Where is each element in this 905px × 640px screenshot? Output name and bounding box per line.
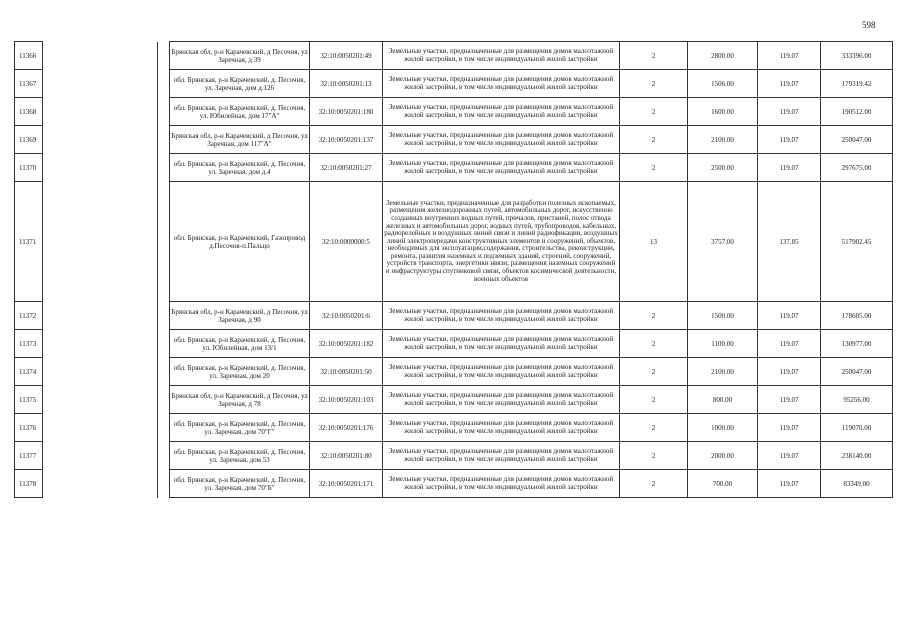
address-cell: обл. Брянская, р-н Карачевский, д. Песочня, ул. Заречная, дом 20 <box>170 358 310 386</box>
area-cell: 3757.00 <box>688 182 758 302</box>
table-row <box>15 126 893 154</box>
land-use-cell: Земельные участки, предназначенные для размещения домов малоэтажной жилой застройки, в том числе индивидуальной жилой застройки <box>383 414 620 442</box>
cadastral-value-cell: 130977.00 <box>821 330 893 358</box>
blank-cell <box>158 302 170 330</box>
blank-cell <box>43 414 158 442</box>
rate-cell: 119.07 <box>758 154 821 182</box>
table-row <box>15 42 893 70</box>
row-number: 11375 <box>15 386 43 414</box>
row-number: 11367 <box>15 70 43 98</box>
cadastral-value-cell: 517902.45 <box>821 182 893 302</box>
blank-cell <box>43 330 158 358</box>
blank-cell <box>158 70 170 98</box>
address-cell: обл. Брянская, р-н Карачевский, д. Песочня, ул. Заречная, дом 70"Г" <box>170 414 310 442</box>
table-row <box>15 442 893 470</box>
cadastral-number-cell: 32:10:0050201:80 <box>310 442 383 470</box>
row-number: 11371 <box>15 182 43 302</box>
cadastral-number-cell: 32:10:0050201:180 <box>310 98 383 126</box>
address-cell: обл. Брянская, р-н Карачевский, д. Песочня, ул. Юбилейная, дом 13/1 <box>170 330 310 358</box>
page-number: 598 <box>862 20 876 30</box>
cadastral-number-cell: 32:10:0050201:171 <box>310 470 383 498</box>
table-row <box>15 182 893 302</box>
area-cell: 2800.00 <box>688 42 758 70</box>
row-number: 11376 <box>15 414 43 442</box>
cadastral-value-cell: 95256.00 <box>821 386 893 414</box>
area-cell: 1600.00 <box>688 98 758 126</box>
blank-cell <box>43 470 158 498</box>
land-use-cell: Земельные участки, предназначенные для размещения домов малоэтажной жилой застройки, в том числе индивидуальной жилой застройки <box>383 154 620 182</box>
rate-cell: 119.07 <box>758 126 821 154</box>
cadastral-value-cell: 190512.00 <box>821 98 893 126</box>
table-row <box>15 358 893 386</box>
blank-cell <box>158 442 170 470</box>
row-number: 11366 <box>15 42 43 70</box>
cadastral-value-cell: 250047.00 <box>821 358 893 386</box>
use-code-cell: 2 <box>620 442 688 470</box>
blank-cell <box>158 126 170 154</box>
address-cell: обл. Брянская, р-н Карачевский, д. Песочня, ул. Заречная, дом 70"Б" <box>170 470 310 498</box>
cadastral-number-cell: 32:10:0050201:176 <box>310 414 383 442</box>
row-number: 11378 <box>15 470 43 498</box>
area-cell: 1100.00 <box>688 330 758 358</box>
blank-cell <box>158 330 170 358</box>
land-use-cell: Земельные участки, предназначенные для размещения домов малоэтажной жилой застройки, в том числе индивидуальной жилой застройки <box>383 42 620 70</box>
cadastral-number-cell: 32:10:0050201:49 <box>310 42 383 70</box>
blank-cell <box>43 386 158 414</box>
rate-cell: 119.07 <box>758 470 821 498</box>
rate-cell: 119.07 <box>758 98 821 126</box>
area-cell: 2100.00 <box>688 358 758 386</box>
rate-cell: 119.07 <box>758 358 821 386</box>
blank-cell <box>43 126 158 154</box>
cadastral-number-cell: 32:10:0050201:103 <box>310 386 383 414</box>
table-row <box>15 386 893 414</box>
use-code-cell: 13 <box>620 182 688 302</box>
area-cell: 1500.00 <box>688 302 758 330</box>
land-use-cell: Земельные участки, предназначенные для размещения домов малоэтажной жилой застройки, в том числе индивидуальной жилой застройки <box>383 470 620 498</box>
rate-cell: 119.07 <box>758 70 821 98</box>
rate-cell: 119.07 <box>758 302 821 330</box>
rate-cell: 119.07 <box>758 414 821 442</box>
use-code-cell: 2 <box>620 358 688 386</box>
row-number: 11377 <box>15 442 43 470</box>
table-row <box>15 302 893 330</box>
table-row <box>15 470 893 498</box>
blank-cell <box>43 154 158 182</box>
cadastral-value-cell: 179319.42 <box>821 70 893 98</box>
address-cell: обл. Брянская, р-н Карачевский, Газопровод д.Песочня-п.Пальцо <box>170 182 310 302</box>
blank-cell <box>43 358 158 386</box>
address-cell: обл. Брянская, р-н Карачевский, д. Песочня, ул. Заречная, дом д.126 <box>170 70 310 98</box>
cadastral-number-cell: 32:10:0050201:137 <box>310 126 383 154</box>
use-code-cell: 2 <box>620 42 688 70</box>
cadastral-value-cell: 178605.00 <box>821 302 893 330</box>
blank-cell <box>158 42 170 70</box>
cadastral-value-cell: 238140.00 <box>821 442 893 470</box>
land-use-cell: Земельные участки, предназначенные для размещения домов малоэтажной жилой застройки, в том числе индивидуальной жилой застройки <box>383 70 620 98</box>
land-use-cell: Земельные участки, предназначенные для разработки полезных ископаемых, размещения железнодорожных путей, автомобильных дорог, искусственно созданных внутренних водных путей, причалов, пристаней, полос отвода железных и автомобильных дорог, водных путей, трубопроводов, кабельных, радиорелейных и воздушных линий связи и линий радиофикации, воздушных линий электропередачи конструктивных элементов и сооружений, объектов, необходимых для эксплуатации,содержания, строительства, реконструкции, ремонта, развития наземных и подземных зданий, строений, сооружений, устройств транспорта, энергетики нвязи; размещения наземных сооружений и инфраструктуры спутниковой связи, объектов косимической деятельности, военных объектов <box>383 182 620 302</box>
table-row <box>15 98 893 126</box>
table-row <box>15 154 893 182</box>
rate-cell: 119.07 <box>758 330 821 358</box>
use-code-cell: 2 <box>620 386 688 414</box>
address-cell: обл. Брянская, р-н Карачевский, д. Песочня, ул. Заречная, дом д.4 <box>170 154 310 182</box>
cadastral-value-cell: 83349.00 <box>821 470 893 498</box>
area-cell: 1000.00 <box>688 414 758 442</box>
use-code-cell: 2 <box>620 154 688 182</box>
address-cell: обл. Брянская, р-н Карачевский, д. Песочня, ул. Юбилейная, дом 17"А" <box>170 98 310 126</box>
area-cell: 1506.00 <box>688 70 758 98</box>
blank-cell <box>43 182 158 302</box>
row-number: 11370 <box>15 154 43 182</box>
blank-cell <box>158 470 170 498</box>
area-cell: 700.00 <box>688 470 758 498</box>
row-number: 11368 <box>15 98 43 126</box>
address-cell: Брянская обл, р-н Карачевский, д Песочня, ул Заречная, д 90 <box>170 302 310 330</box>
cadastral-value-cell: 250047.00 <box>821 126 893 154</box>
row-number: 11372 <box>15 302 43 330</box>
row-number: 11374 <box>15 358 43 386</box>
blank-cell <box>158 386 170 414</box>
blank-cell <box>158 154 170 182</box>
table-row <box>15 414 893 442</box>
area-cell: 2000.00 <box>688 442 758 470</box>
cadastral-number-cell: 32:10:0050201:182 <box>310 330 383 358</box>
land-use-cell: Земельные участки, предназначенные для размещения домов малоэтажной жилой застройки, в том числе индивидуальной жилой застройки <box>383 386 620 414</box>
cadastral-value-cell: 333396.00 <box>821 42 893 70</box>
land-use-cell: Земельные участки, предназначенные для размещения домов малоэтажной жилой застройки, в том числе индивидуальной жилой застройки <box>383 358 620 386</box>
cadastral-value-cell: 119070.00 <box>821 414 893 442</box>
cadastral-value-cell: 297675.00 <box>821 154 893 182</box>
use-code-cell: 2 <box>620 470 688 498</box>
land-use-cell: Земельные участки, предназначенные для размещения домов малоэтажной жилой застройки, в том числе индивидуальной жилой застройки <box>383 330 620 358</box>
blank-cell <box>43 42 158 70</box>
land-use-cell: Земельные участки, предназначенные для размещения домов малоэтажной жилой застройки, в том числе индивидуальной жилой застройки <box>383 126 620 154</box>
use-code-cell: 2 <box>620 302 688 330</box>
area-cell: 2100.00 <box>688 126 758 154</box>
row-number: 11373 <box>15 330 43 358</box>
blank-cell <box>158 98 170 126</box>
rate-cell: 119.07 <box>758 42 821 70</box>
area-cell: 800.00 <box>688 386 758 414</box>
use-code-cell: 2 <box>620 330 688 358</box>
address-cell: Брянская обл, р-н Карачевский, д Песочня, ул Заречная, дом 117"А" <box>170 126 310 154</box>
use-code-cell: 2 <box>620 70 688 98</box>
rate-cell: 119.07 <box>758 442 821 470</box>
address-cell: Брянская обл, р-н Карачевский, д Песочня, ул Заречная, д 78 <box>170 386 310 414</box>
land-use-cell: Земельные участки, предназначенные для размещения домов малоэтажной жилой застройки, в том числе индивидуальной жилой застройки <box>383 302 620 330</box>
blank-cell <box>158 414 170 442</box>
area-cell: 2500.00 <box>688 154 758 182</box>
blank-cell <box>43 302 158 330</box>
address-cell: Брянская обл, р-н Карачевский, д Песочня, ул Заречная, д 39 <box>170 42 310 70</box>
use-code-cell: 2 <box>620 126 688 154</box>
cadastral-number-cell: 32:10:0050201:13 <box>310 70 383 98</box>
table-row <box>15 70 893 98</box>
blank-cell <box>43 98 158 126</box>
cadastral-number-cell: 32:10:0050201:27 <box>310 154 383 182</box>
land-registry-table <box>14 41 893 498</box>
row-number: 11369 <box>15 126 43 154</box>
use-code-cell: 2 <box>620 414 688 442</box>
blank-cell <box>158 358 170 386</box>
address-cell: обл. Брянская, р-н Карачевский, д. Песочня, ул. Заречная, дом 53 <box>170 442 310 470</box>
cadastral-number-cell: 32:10:0050201:6 <box>310 302 383 330</box>
blank-cell <box>43 442 158 470</box>
table-row <box>15 330 893 358</box>
cadastral-number-cell: 32:10:0050201:50 <box>310 358 383 386</box>
use-code-cell: 2 <box>620 98 688 126</box>
rate-cell: 137.85 <box>758 182 821 302</box>
rate-cell: 119.07 <box>758 386 821 414</box>
blank-cell <box>158 182 170 302</box>
blank-cell <box>43 70 158 98</box>
cadastral-number-cell: 32:10:0000000:5 <box>310 182 383 302</box>
land-use-cell: Земельные участки, предназначенные для размещения домов малоэтажной жилой застройки, в том числе индивидуальной жилой застройки <box>383 442 620 470</box>
land-use-cell: Земельные участки, предназначенные для размещения домов малоэтажной жилой застройки, в том числе индивидуальной жилой застройки <box>383 98 620 126</box>
